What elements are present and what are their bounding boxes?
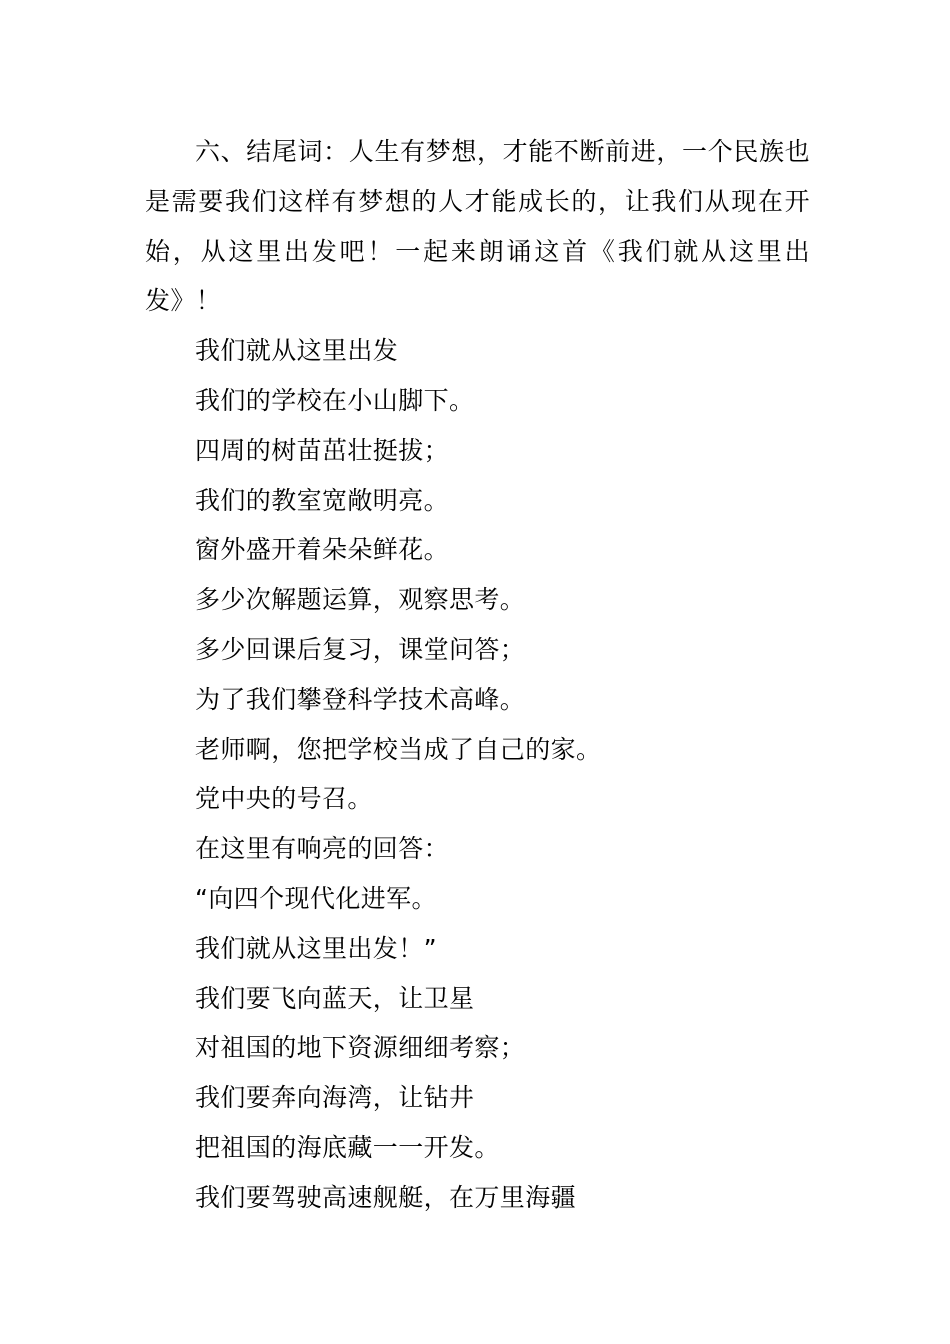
poem-title-line: 我们就从这里出发 (195, 336, 399, 366)
document-body (145, 127, 810, 1223)
poem-line: 我们要飞向蓝天，让卫星 (195, 983, 475, 1013)
poem-line: 多少次解题运算，观察思考。 (195, 585, 526, 615)
poem-line: 四周的树苗茁壮挺拔； (195, 435, 450, 465)
poem-line: 老师啊，您把学校当成了自己的家。 (195, 734, 602, 764)
poem-line: “向四个现代化进军。 (195, 883, 437, 913)
poem-line: 对祖国的地下资源细细考察； (195, 1033, 526, 1063)
poem-line: 为了我们攀登科学技术高峰。 (195, 684, 526, 714)
poem-line: 我们要驾驶高速舰艇，在万里海疆 (195, 1182, 577, 1212)
poem-line: 我们要奔向海湾，让钻井 (195, 1083, 475, 1113)
poem-line: 我们的学校在小山脚下。 (195, 385, 475, 415)
poem-line: 我们的教室宽敞明亮。 (195, 485, 450, 515)
poem-line: 窗外盛开着朵朵鲜花。 (195, 535, 450, 565)
poem-line: 多少回课后复习，课堂问答； (195, 634, 526, 664)
poem-line: 党中央的号召。 (195, 784, 373, 814)
poem (145, 326, 810, 1222)
poem-line: 把祖国的海底藏一一开发。 (195, 1132, 500, 1162)
poem-line: 在这里有响亮的回答： (195, 834, 450, 864)
poem-line: 我们就从这里出发！” (195, 933, 437, 963)
closing-remarks-paragraph: 六、结尾词：人生有梦想，才能不断前进，一个民族也是需要我们这样有梦想的人才能成长的，让我们从现在开始，从这里出发吧！一起来朗诵这首《我们就从这里出发》！ (145, 137, 810, 316)
